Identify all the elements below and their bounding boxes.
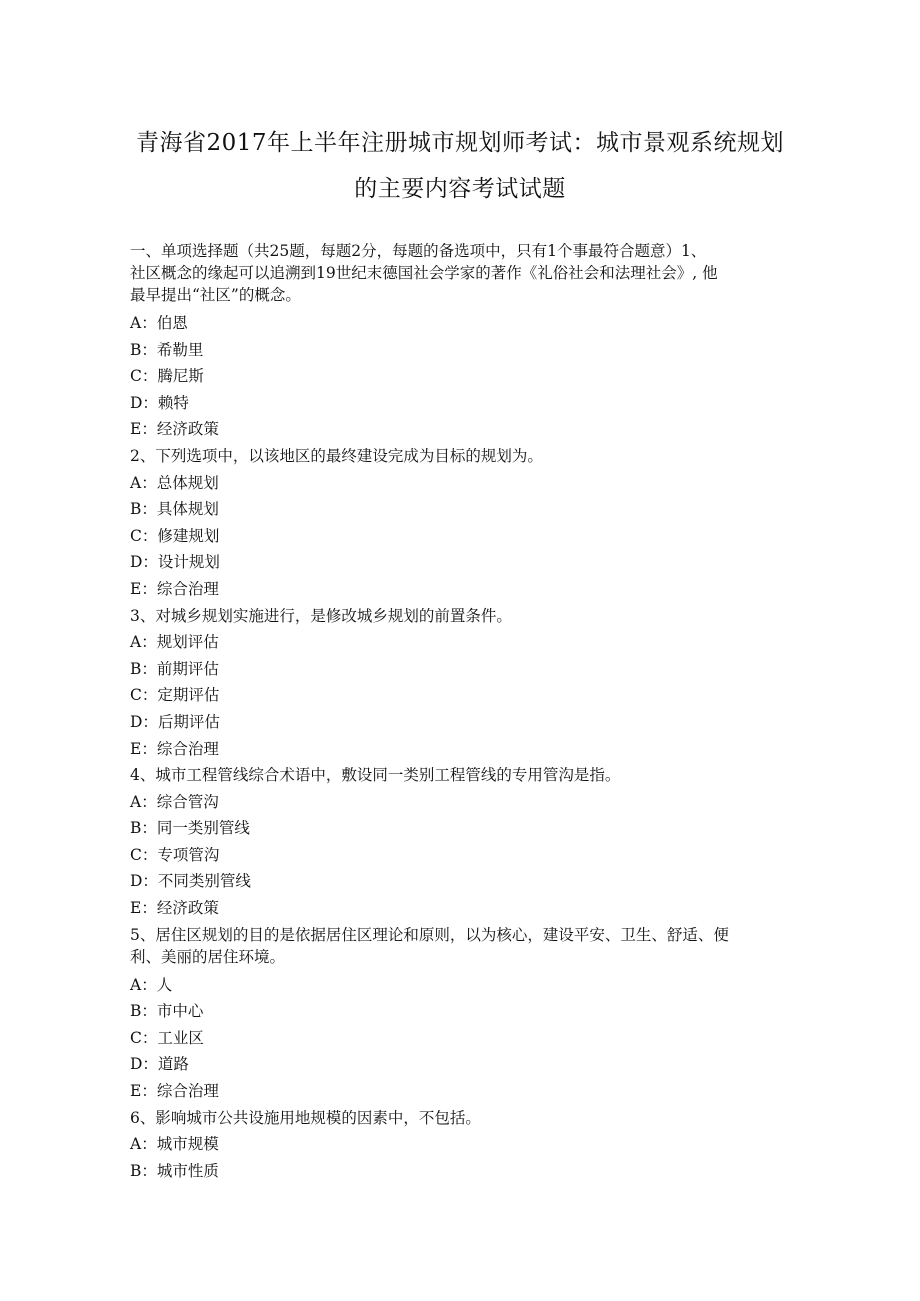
question-3 — [130, 603, 790, 763]
question-2 — [130, 443, 790, 603]
intro-line-1: 一、单项选择题（共25题，每题2分，每题的备选项中，只有1个事最符合题意）1、 — [130, 242, 707, 260]
option-6a: A：城市规模 — [130, 1135, 219, 1154]
document-title — [120, 120, 800, 212]
option-6b: B：城市性质 — [130, 1161, 219, 1180]
option-4b: B：同一类别管线 — [130, 819, 250, 838]
option-3c: C：定期评估 — [130, 686, 220, 705]
question-6-text: 6、影响城市公共设施用地规模的因素中，不包括。 — [130, 1108, 481, 1127]
intro-line-2: 社区概念的缘起可以追溯到19世纪末德国社会学家的著作《礼俗社会和法理社会》, 他 — [130, 264, 718, 282]
option-4e: E：经济政策 — [130, 899, 219, 918]
option-1c: C：腾尼斯 — [130, 367, 204, 386]
option-4a: A：综合管沟 — [130, 792, 219, 811]
question-5-text — [130, 924, 790, 968]
option-1e: E：经济政策 — [130, 420, 219, 439]
option-2b: B：具体规划 — [130, 500, 219, 519]
option-3b: B：前期评估 — [130, 659, 219, 678]
option-2d: D：设计规划 — [130, 553, 220, 572]
intro-line-3: 最早提出“社区”的概念。 — [130, 286, 301, 304]
option-3a: A：规划评估 — [130, 633, 219, 652]
question-5-line-1: 5、居住区规划的目的是依据居住区理论和原则，以为核心，建设平安、卫生、舒适、便 — [130, 925, 729, 944]
section-intro — [130, 240, 790, 306]
option-1d: D：赖特 — [130, 393, 189, 412]
option-3e: E：综合治理 — [130, 739, 219, 758]
option-5b: B：市中心 — [130, 1002, 204, 1021]
question-6 — [130, 1105, 790, 1185]
option-1a: A：伯恩 — [130, 314, 188, 332]
title-line-1: 青海省2017年上半年注册城市规划师考试：城市景观系统规划 — [135, 130, 785, 156]
option-5d: D：道路 — [130, 1055, 189, 1074]
question-4-text: 4、城市工程管线综合术语中，敷设同一类别工程管线的专用管沟是指。 — [130, 766, 621, 785]
option-2e: E：综合治理 — [130, 579, 219, 598]
option-5e: E：综合治理 — [130, 1082, 219, 1101]
option-3d: D：后期评估 — [130, 712, 220, 731]
option-5a: A：人 — [130, 975, 173, 994]
question-3-text: 3、对城乡规划实施进行，是修改城乡规划的前置条件。 — [130, 606, 512, 625]
question-5 — [130, 924, 790, 1105]
option-1b: B：希勒里 — [130, 340, 204, 359]
question-5-line-2: 利、美丽的居住环境。 — [130, 947, 286, 966]
title-line-2: 的主要内容考试试题 — [354, 176, 566, 202]
question-1-options — [130, 310, 790, 443]
option-4c: C：专项管沟 — [130, 845, 220, 864]
option-5c: C：工业区 — [130, 1028, 204, 1047]
question-2-text: 2、下列选项中，以该地区的最终建设完成为目标的规划为。 — [130, 446, 543, 465]
option-2c: C：修建规划 — [130, 526, 220, 545]
option-4d: D：不同类别管线 — [130, 872, 251, 891]
document-body — [130, 240, 790, 1184]
option-2a: A：总体规划 — [130, 473, 219, 492]
question-4 — [130, 762, 790, 922]
